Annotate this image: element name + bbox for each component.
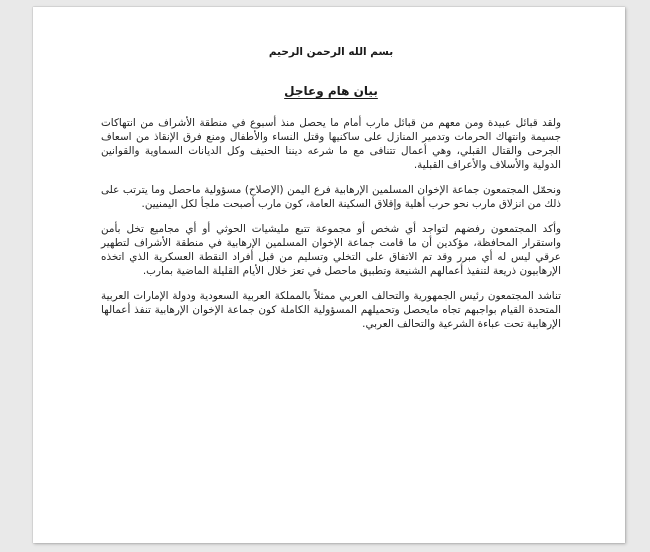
document-page <box>33 7 625 543</box>
paragraph-1: ولقد قبائل عبيدة ومن معهم من قبائل مارب أمام ما يحصل منذ أسبوع في منطقة الأشراف من انتهاكات جسيمة وانتهاك الحرمات وتدمير المنازل على ساكنيها وقتل النساء والأطفال ومنع فرق الإنقاذ من اسعاف الجرحى والقتال القبلي، وهي أعمال تتنافى مع ما شرعه ديننا الحنيف وكل الديانات السماوية والقوانين الدولية والأسلاف والأعراف القبلية. <box>101 117 561 171</box>
paragraph-3: وأكد المجتمعون رفضهم لتواجد أي شخص أو مجموعة تتبع مليشيات الحوثي أو أي مجاميع تخل بأمن واستقرار المحافظة، مؤكدين أن ما قامت جماعة الإخوان المسلمين الإرهابية في منطقة الأشراف لتطهير عرقي ليس له أي مبرر وقد تم الاتفاق على التخلي وتسليم من قبل أفراد النقطة العسكرية الذي اتخذه الإرهابيون ذريعة لتنفيذ أعمالهم الشنيعة وتطبيق ماحصل في تعز خلال الأيام القليلة الماضية بمارب. <box>101 223 561 277</box>
paragraph-4: تناشد المجتمعون رئيس الجمهورية والتحالف العربي ممثلاً بالمملكة العربية السعودية ودولة الإمارات العربية المتحدة القيام بواجبهم تجاه مايحصل وتحميلهم المسؤولية الكاملة كون جماعة الإخوان الإرهابية تنفذ أعمالها الإرهابية تحت عباءة الشرعية والتحالف العربي. <box>101 290 561 330</box>
basmala-heading: بسم الله الرحمن الرحيم <box>268 46 394 58</box>
statement-title-text: بيان هام وعاجل <box>284 84 378 98</box>
paragraph-2: ونحمّل المجتمعون جماعة الإخوان المسلمين الإرهابية فرع اليمن (الإصلاح) مسؤولية ماحصل وما يترتب على ذلك من انزلاق مارب نحو حرب أهلية وإقلاق السكينة العامة، كون مارب أصبحت ملجأ لكل اليمنيين. <box>101 184 561 210</box>
statement-title <box>101 83 561 99</box>
